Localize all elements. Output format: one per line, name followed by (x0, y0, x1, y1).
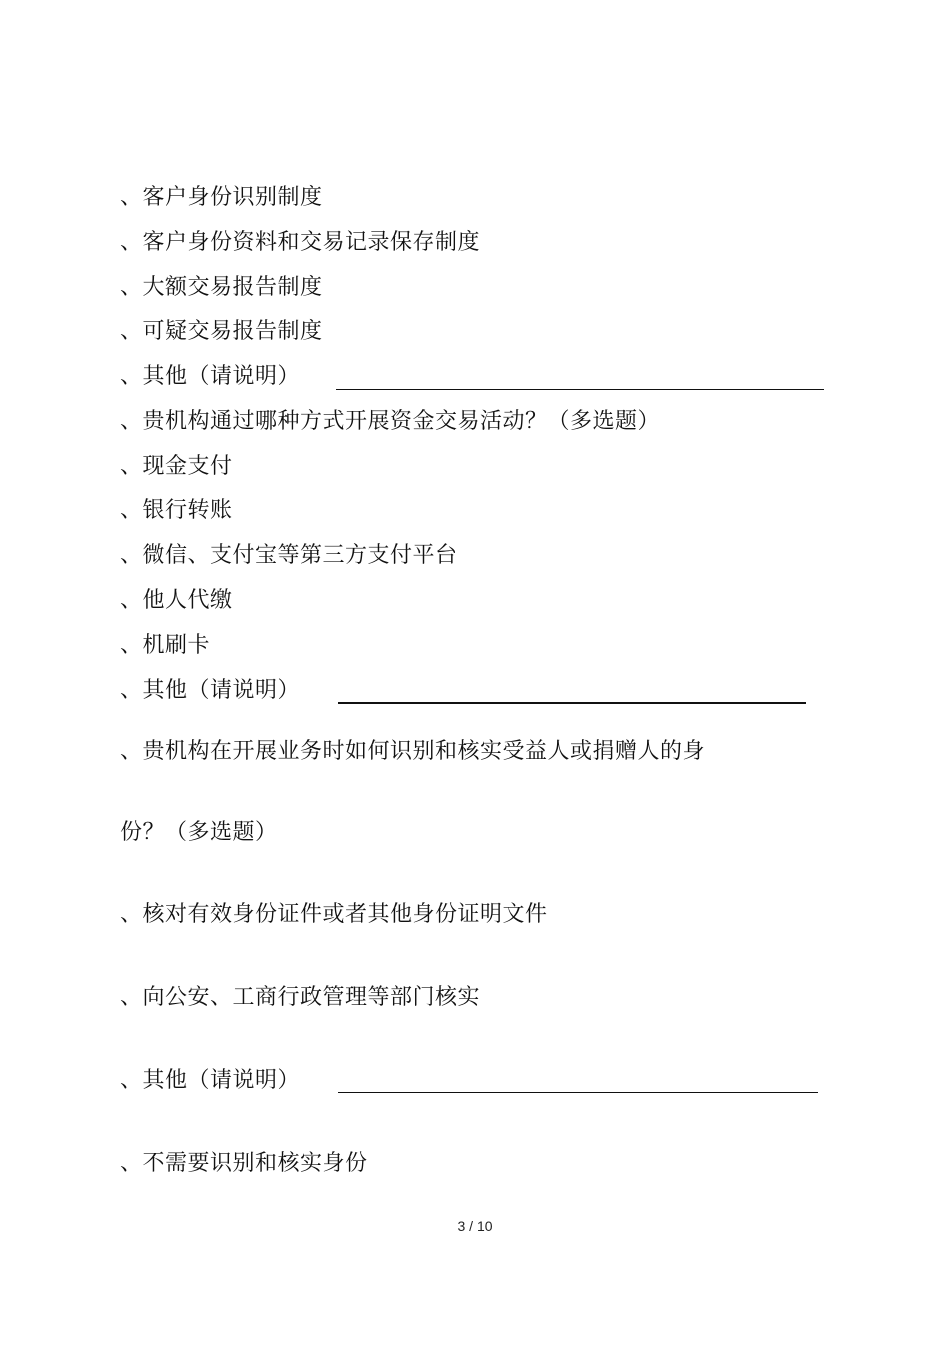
option-other-2: 、其他（请说明） (120, 678, 301, 703)
question-payment-methods: 、贵机构通过哪种方式开展资金交易活动？（多选题） (120, 409, 661, 434)
option-record-keeping: 、客户身份资料和交易记录保存制度 (120, 230, 481, 255)
option-other-1: 、其他（请说明） (120, 364, 301, 389)
option-cash: 、现金支付 (120, 454, 233, 479)
option-check-id-documents: 、核对有效身份证件或者其他身份证明文件 (120, 902, 548, 927)
option-verify-with-authorities: 、向公安、工商行政管理等部门核实 (120, 985, 481, 1010)
option-customer-identification: 、客户身份识别制度 (120, 185, 323, 210)
option-paid-by-others: 、他人代缴 (120, 588, 233, 613)
page-number: 3 / 10 (457, 1218, 493, 1234)
option-other-3: 、其他（请说明） (120, 1068, 301, 1093)
option-bank-transfer: 、银行转账 (120, 498, 233, 523)
fill-in-line-2 (338, 702, 806, 704)
option-third-party-payment: 、微信、支付宝等第三方支付平台 (120, 543, 458, 568)
question-identity-verification: 、贵机构在开展业务时如何识别和核实受益人或捐赠人的身 (120, 739, 706, 764)
fill-in-line-3 (338, 1092, 818, 1093)
question-identity-verification-continued: 份？（多选题） (120, 820, 278, 845)
option-large-transaction-report: 、大额交易报告制度 (120, 275, 323, 300)
option-no-verification: 、不需要识别和核实身份 (120, 1151, 368, 1176)
fill-in-line-1 (336, 389, 824, 390)
option-suspicious-transaction-report: 、可疑交易报告制度 (120, 319, 323, 344)
option-card-machine: 、机刷卡 (120, 633, 211, 658)
